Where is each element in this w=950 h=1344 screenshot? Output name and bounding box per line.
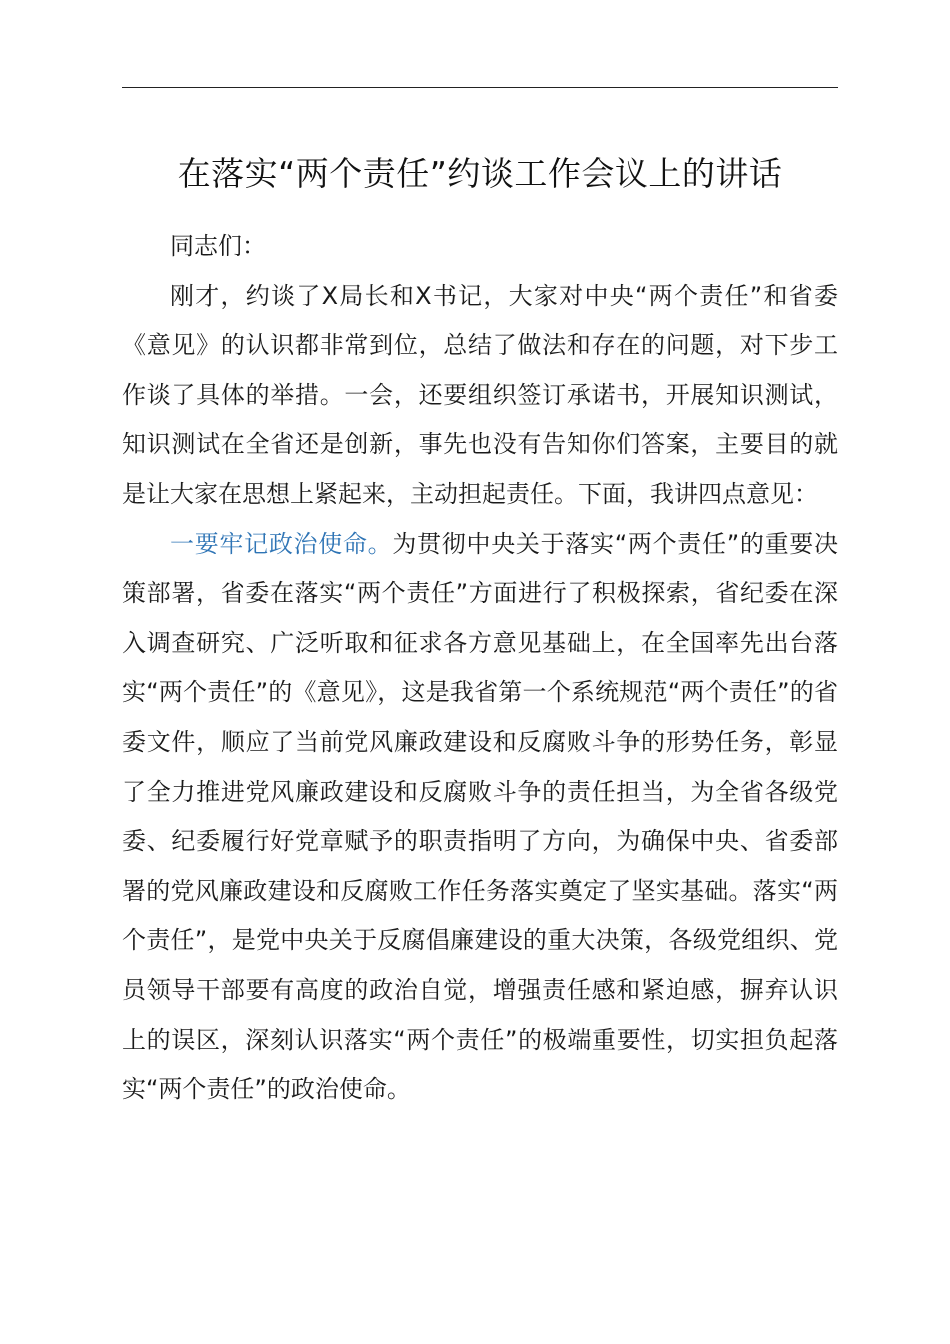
section-1-paragraph [122,520,838,1115]
header-rule [122,87,838,88]
opening-paragraph: 刚才，约谈了X局长和X书记，大家对中央“两个责任”和省委《意见》的认识都非常到位，总结了做法和存在的问题，对下步工作谈了具体的举措。一会，还要组织签订承诺书，开展知识测试，知识测试在全省还是创新，事先也没有告知你们答案，主要目的就是让大家在思想上紧起来，主动担起责任。下面，我讲四点意见： [122,281,838,508]
salutation: 同志们： [170,232,266,260]
section-1-text: 为贯彻中央关于落实“两个责任”的重要决策部署，省委在落实“两个责任”方面进行了积极探索，省纪委在深入调查研究、广泛听取和征求各方意见基础上，在全国率先出台落实“两个责任”的《意见》，这是我省第一个系统规范“两个责任”的省委文件，顺应了当前党风廉政建设和反腐败斗争的形势任务，彰显了全力推进党风廉政建设和反腐败斗争的责任担当，为全省各级党委、纪委履行好党章赋予的职责指明了方向，为确保中央、省委部署的党风廉政建设和反腐败工作任务落实奠定了坚实基础。落实“两个责任”，是党中央关于反腐倡廉建设的重大决策，各级党组织、党员领导干部要有高度的政治自觉，增强责任感和紧迫感，摒弃认识上的误区，深刻认识落实“两个责任”的极端重要性，切实担负起落实“两个责任”的政治使命。 [122,529,838,1104]
document-body [122,222,838,1115]
document-title: 在落实“两个责任”约谈工作会议上的讲话 [177,154,783,193]
section-1-heading: 一要牢记政治使命。 [170,529,393,558]
